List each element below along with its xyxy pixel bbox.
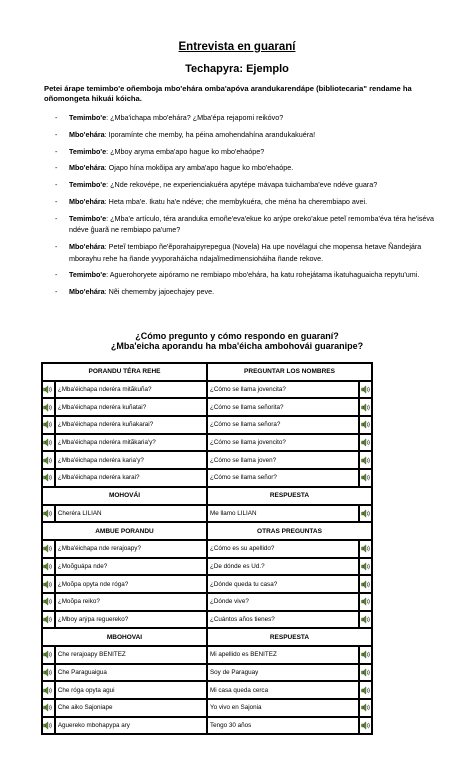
table-row: [42, 575, 372, 593]
table-row: [42, 681, 372, 699]
bullet-dash: -: [55, 113, 58, 122]
spanish-cell: ¿Cuántos años tienes?: [207, 611, 359, 629]
speaker-sound-icon[interactable]: [43, 650, 53, 659]
speaker-sound-icon[interactable]: [361, 580, 371, 589]
speaker-sound-icon[interactable]: [361, 385, 371, 394]
intro-paragraph: Petei árape temimbo'e oñemboja mbo'ehára omba'apóva arandukarendápe (bibliotecaria" rendame ha oñomongeta hikuái kóicha.: [44, 84, 412, 103]
speaker-cell: [42, 434, 55, 452]
dialogue-text: : ¿Mba'e artículo, téra aranduka emoñe'eva'ekue ko arýpe oreko'akue peteĩ remomba'éva téra he'iséva ndéve ĝuarã ne rembiapo pa'ume?: [69, 213, 434, 235]
speaker-cell: [42, 540, 55, 558]
dialogue-text: : Aguerohoryete aipóramo ne rembiapo mbo'ehára, ha katu rohejátama ikatuhaguaicha repytu'umi.: [106, 270, 420, 280]
speaker-sound-icon[interactable]: [43, 509, 53, 518]
speaker-cell: [42, 593, 55, 611]
table-row: [42, 416, 372, 434]
speaker-cell: [359, 469, 372, 487]
speaker-name: Temimbo'e: [69, 213, 107, 223]
guarani-cell: Cheréra LILIAN: [55, 505, 207, 523]
header-left: MBOHOVAI: [42, 628, 207, 646]
table-header-row: [42, 522, 372, 540]
speaker-sound-icon[interactable]: [43, 721, 53, 730]
speaker-sound-icon[interactable]: [361, 403, 371, 412]
speaker-sound-icon[interactable]: [43, 385, 53, 394]
speaker-cell: [42, 681, 55, 699]
dialogue-line: [44, 241, 440, 264]
speaker-sound-icon[interactable]: [43, 562, 53, 571]
table-row: [42, 540, 372, 558]
guarani-cell: ¿Mba'éichapa nderéra mitãkuña?: [55, 381, 207, 399]
speaker-cell: [42, 611, 55, 629]
speaker-sound-icon[interactable]: [361, 686, 371, 695]
speaker-cell: [359, 593, 372, 611]
speaker-sound-icon[interactable]: [43, 473, 53, 482]
speaker-cell: [359, 398, 372, 416]
dialogue-line: [44, 179, 440, 191]
table-header-row: [42, 628, 372, 646]
speaker-cell: [42, 451, 55, 469]
table-row: [42, 717, 372, 735]
speaker-cell: [42, 664, 55, 682]
speaker-sound-icon[interactable]: [43, 438, 53, 447]
speaker-name: Mbo'ehára: [69, 242, 105, 252]
spanish-cell: ¿Cómo se llama jovencito?: [207, 434, 359, 452]
speaker-sound-icon[interactable]: [43, 456, 53, 465]
speaker-cell: [42, 416, 55, 434]
document-title: Entrevista en guaraní: [178, 41, 296, 53]
speaker-cell: [359, 611, 372, 629]
bullet-dash: -: [55, 146, 58, 156]
header-left: AMBUE PORANDU: [42, 522, 207, 540]
table-row: [42, 611, 372, 629]
speaker-name: Mbo'ehára: [69, 287, 105, 297]
header-right: RESPUESTA: [207, 487, 372, 505]
table-row: [42, 398, 372, 416]
speaker-sound-icon[interactable]: [43, 597, 53, 606]
speaker-sound-icon[interactable]: [361, 473, 371, 482]
speaker-cell: [359, 717, 372, 735]
dialogue-text: : Nẽi chememby jajoechajey peve.: [104, 287, 215, 297]
speaker-cell: [359, 664, 372, 682]
dialogue-text: : Heta mba'e. Ikatu ha'e ndéve; che membykuéra, che ména ha cherembiapo avei.: [104, 196, 368, 206]
speaker-sound-icon[interactable]: [361, 420, 371, 429]
speaker-cell: [42, 469, 55, 487]
speaker-sound-icon[interactable]: [43, 703, 53, 712]
question-heading-spanish: ¿Cómo pregunto y cómo respondo en guaraní?: [135, 331, 339, 341]
speaker-sound-icon[interactable]: [43, 686, 53, 695]
bullet-dash: -: [55, 242, 58, 252]
dialogue-text: : Peteĩ tembiapo ñe'ẽporahaipyrepegua (Novela) Ha upe novélagui che mopensa hetave Ñandejára mborayhu rehe ha ñande yvyporaháicha ndajaĩmedimensioháiha ñande rekove.: [69, 242, 422, 263]
speaker-name: Temimbo'e: [69, 270, 107, 280]
question-heading-guarani: ¿Mba'eicha aporandu ha mba'éicha ambohovái guaranipe?: [110, 341, 364, 351]
speaker-name: Mbo'ehára: [69, 163, 105, 173]
table-row: [42, 558, 372, 576]
speaker-cell: [359, 381, 372, 399]
speaker-name: Mbo'ehára: [69, 129, 105, 139]
speaker-cell: [359, 681, 372, 699]
header-right: OTRAS PREGUNTAS: [207, 522, 372, 540]
guarani-cell: Che rerajoapy BENITEZ: [55, 646, 207, 664]
dialogue-text: : ¿Mba'ichapa mbo'ehára? ¿Mba'épa rejapomi reikóvo?: [106, 113, 284, 122]
spanish-cell: ¿Cómo se llama señora?: [207, 416, 359, 434]
spanish-cell: Soy de Paraguay: [207, 664, 359, 682]
spanish-cell: ¿Cómo es su apellido?: [207, 540, 359, 558]
guarani-cell: ¿Mba'éichapa nderéra mitãkaria'y?: [55, 434, 207, 452]
guarani-cell: ¿Mba'éichapa nderéra kuñatai?: [55, 398, 207, 416]
speaker-sound-icon[interactable]: [361, 703, 371, 712]
table-row: [42, 664, 372, 682]
spanish-cell: ¿Cómo se llama jovencita?: [207, 381, 359, 399]
speaker-cell: [42, 575, 55, 593]
guarani-cell: ¿Mba'éichapa nde rerajoapy?: [55, 540, 207, 558]
guarani-cell: Che Paraguaigua: [55, 664, 207, 682]
spanish-cell: Mi apellido es BENITEZ: [207, 646, 359, 664]
spanish-cell: Tengo 30 años: [207, 717, 359, 735]
dialogue-line: [44, 146, 440, 158]
table-row: [42, 469, 372, 487]
speaker-sound-icon[interactable]: [361, 650, 371, 659]
speaker-sound-icon[interactable]: [43, 420, 53, 429]
spanish-cell: Mi casa queda cerca: [207, 681, 359, 699]
guarani-cell: ¿Mboy arýpa reguereko?: [55, 611, 207, 629]
spanish-cell: ¿Cómo se llama señorita?: [207, 398, 359, 416]
bullet-dash: -: [55, 163, 58, 173]
dialogue-list: [44, 112, 440, 303]
bullet-dash: -: [55, 129, 58, 139]
dialogue-line: [44, 213, 440, 236]
speaker-sound-icon[interactable]: [361, 668, 371, 677]
speaker-sound-icon[interactable]: [43, 668, 53, 677]
guarani-cell: Che róga opyta agui: [55, 681, 207, 699]
speaker-cell: [359, 434, 372, 452]
dialogue-text: : ¿Nde rekovépe, ne experienciakuéra apytépe mávapa tuichamba'eve ndéve guara?: [106, 180, 378, 190]
spanish-cell: ¿Dónde queda tu casa?: [207, 575, 359, 593]
table-row: [42, 505, 372, 523]
table-row: [42, 646, 372, 664]
speaker-cell: [359, 540, 372, 558]
header-left: PORANDU TÉRA REHE: [42, 363, 207, 381]
spanish-cell: ¿Dónde vive?: [207, 593, 359, 611]
speaker-cell: [359, 505, 372, 523]
speaker-sound-icon[interactable]: [361, 544, 371, 553]
speaker-cell: [359, 699, 372, 717]
guarani-cell: ¿Mba'éichapa nderéra karia'y?: [55, 451, 207, 469]
guarani-cell: ¿Moõpa reiko?: [55, 593, 207, 611]
speaker-cell: [42, 381, 55, 399]
vocabulary-table: [41, 362, 373, 735]
speaker-sound-icon[interactable]: [43, 544, 53, 553]
spanish-cell: ¿Cómo se llama señor?: [207, 469, 359, 487]
speaker-cell: [42, 646, 55, 664]
guarani-cell: ¿Moõpa opyta nde róga?: [55, 575, 207, 593]
speaker-sound-icon[interactable]: [361, 562, 371, 571]
bullet-dash: -: [55, 270, 58, 280]
speaker-sound-icon[interactable]: [361, 438, 371, 447]
speaker-cell: [42, 717, 55, 735]
speaker-cell: [359, 451, 372, 469]
guarani-cell: ¿Mba'éichapa nderéra karai?: [55, 469, 207, 487]
table-row: [42, 699, 372, 717]
speaker-name: Temimbo'e: [69, 146, 107, 156]
speaker-cell: [42, 398, 55, 416]
table-row: [42, 593, 372, 611]
speaker-sound-icon[interactable]: [43, 403, 53, 412]
guarani-cell: ¿Moõguápa nde?: [55, 558, 207, 576]
bullet-dash: -: [55, 287, 58, 297]
dialogue-line: [44, 269, 440, 281]
speaker-sound-icon[interactable]: [43, 580, 53, 589]
speaker-name: Temimbo'e: [69, 180, 107, 190]
speaker-cell: [359, 646, 372, 664]
speaker-cell: [359, 416, 372, 434]
spanish-cell: Me llamo LILIAN: [207, 505, 359, 523]
table-header-row: [42, 363, 372, 381]
table-row: [42, 451, 372, 469]
dialogue-text: : ¿Mboy aryma emba'apo hague ko mbo'ehaópe?: [106, 146, 265, 156]
dialogue-line: [44, 112, 440, 124]
dialogue-line: [44, 196, 440, 208]
speaker-cell: [42, 558, 55, 576]
speaker-sound-icon[interactable]: [361, 509, 371, 518]
spanish-cell: ¿De dónde es Ud.?: [207, 558, 359, 576]
dialogue-line: [44, 162, 440, 174]
header-left: MOHOVÁI: [42, 487, 207, 505]
speaker-cell: [359, 575, 372, 593]
speaker-name: Mbo'ehára: [69, 196, 105, 206]
document-subtitle: Techapyra: Ejemplo: [185, 63, 289, 75]
speaker-sound-icon[interactable]: [361, 615, 371, 624]
header-right: PREGUNTAR LOS NOMBRES: [207, 363, 372, 381]
dialogue-text: : Iporamínte che memby, ha péina amohendahína arandukakuéra!: [104, 129, 316, 139]
speaker-sound-icon[interactable]: [361, 721, 371, 730]
speaker-sound-icon[interactable]: [361, 597, 371, 606]
guarani-cell: Aguereko mbohapypa ary: [55, 717, 207, 735]
dialogue-line: [44, 129, 440, 141]
guarani-cell: Che aiko Sajoniape: [55, 699, 207, 717]
table-row: [42, 434, 372, 452]
speaker-cell: [42, 505, 55, 523]
speaker-cell: [359, 558, 372, 576]
dialogue-text: : Ojapo hína mokõipa ary amba'apo hague ko mbo'ehaópe.: [104, 163, 294, 173]
speaker-sound-icon[interactable]: [361, 456, 371, 465]
speaker-name: Temimbo'e: [69, 113, 107, 122]
spanish-cell: ¿Cómo se llama joven?: [207, 451, 359, 469]
speaker-cell: [42, 699, 55, 717]
guarani-cell: ¿Mba'éichapa nderéra kuñakarai?: [55, 416, 207, 434]
speaker-sound-icon[interactable]: [43, 615, 53, 624]
table-row: [42, 381, 372, 399]
table-header-row: [42, 487, 372, 505]
dialogue-line: [44, 286, 440, 298]
header-right: RESPUESTA: [207, 628, 372, 646]
bullet-dash: -: [55, 180, 58, 190]
spanish-cell: Yo vivo en Sajonia: [207, 699, 359, 717]
bullet-dash: -: [55, 213, 58, 223]
bullet-dash: -: [55, 196, 58, 206]
